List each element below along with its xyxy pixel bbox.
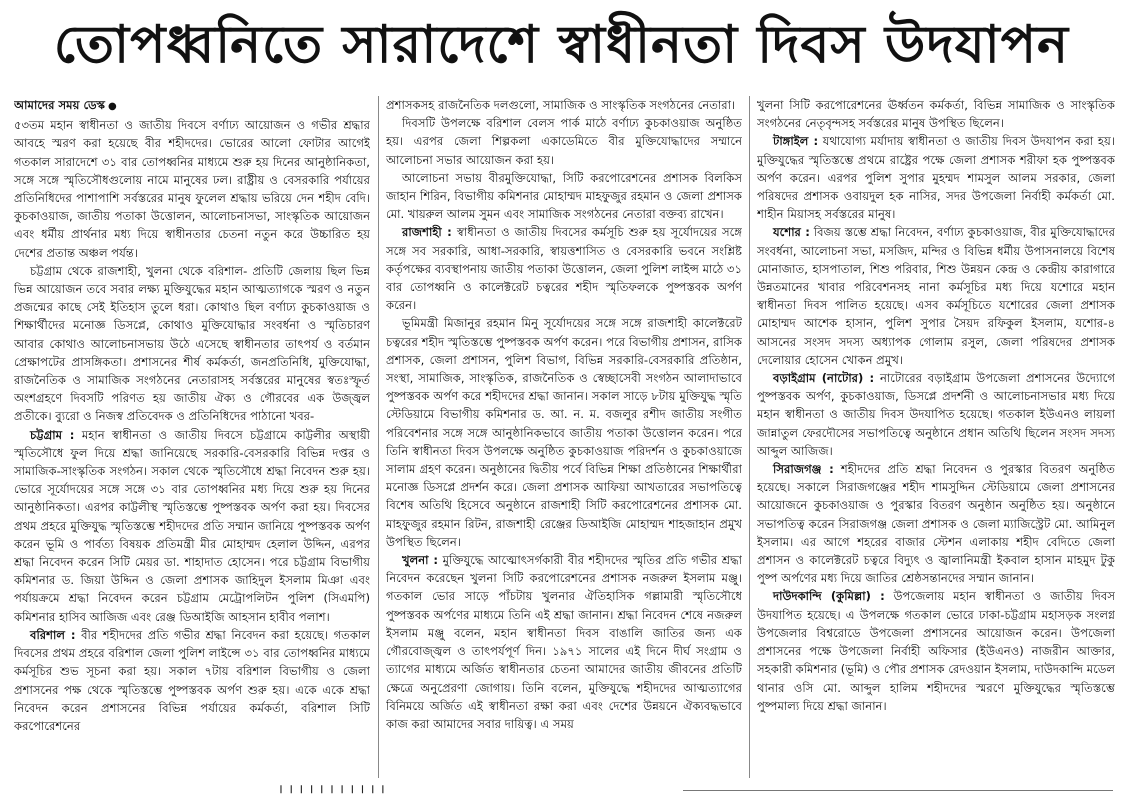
dateline: সিরাজগঞ্জ : (773, 462, 834, 477)
paragraph-body: যথাযোগ্য মর্যাদায় স্বাধীনতা ও জাতীয় দিবস উদযাপন করা হয়। মুক্তিযুদ্ধের স্মৃতিস্তম্ভে প্রথমে রাষ্ট্রের পক্ষে জেলা প্রশাসক শরীফা হক পুষ্পস্তবক অর্পণ করেন। এরপর পুলিশ সুপার মুহম্মদ শামসুল আলম সরকার, জেলা পরিষদের প্রশাসক ওবায়দুল হক নাসির, সদর উপজেলা নির্বাহী কর্মকর্তা মো. শাহীন মিয়াসহ সর্বস্তরের মানুষ। (757, 134, 1115, 222)
paragraph (14, 426, 370, 626)
paragraph (757, 132, 1115, 223)
paragraph (386, 223, 742, 314)
paragraph: ভূমিমন্ত্রী মিজানুর রহমান মিনু সূর্যোদয়ের সঙ্গে সঙ্গে রাজশাহী কালেক্টরেট চত্বরের শহীদ স্মৃতিস্তম্ভে পুষ্পস্তবক অর্পণ করেন। পরে বিভাগীয় প্রশাসন, রাসিক প্রশাসক, জেলা প্রশাসন, পুলিশ বিভাগ, বিভিন্ন সরকারি-বেসরকারি প্রতিষ্ঠান, সংস্থা, সামাজিক, সাংস্কৃতিক, রাজনৈতিক ও স্বেচ্ছাসেবী সংগঠন আলাদাভাবে পুষ্পস্তবক অর্পণ করে শহীদদের শ্রদ্ধা জানান। সকাল সাড়ে ৮টায় মুক্তিযুদ্ধ স্মৃতি স্টেডিয়ামে বিভাগীয় কমিশনার ড. আ. ন. ম. বজলুর রশীদ জাতীয় সংগীত পরিবেশনার সঙ্গে সঙ্গে আনুষ্ঠানিকভাবে জাতীয় পতাকা উত্তোলন করেন। পরে তিনি স্বাধীনতা দিবস উপলক্ষে অনুষ্ঠিত কুচকাওয়াজ পরিদর্শন ও কুচকাওয়াজে সালাম গ্রহণ করেন। অনুষ্ঠানের দ্বিতীয় পর্বে বিভিন্ন শিক্ষা প্রতিষ্ঠানের শিক্ষার্থীরা মনোজ্ঞ ডিসপ্লে প্রদর্শন করে। জেলা প্রশাসক আফিয়া আখতারের সভাপতিত্বে বিশেষ অতিথি হিসেবে অনুষ্ঠানে রাজশাহী সিটি করপোরেশনের প্রশাসক মো. মাহফুজুর রহমান রিটন, রাজশাহী রেঞ্জের ডিআইজি মোহাম্মদ শাহজাহান প্রমুখ উপস্থিত ছিলেন। (386, 316, 742, 549)
paragraph: ৫৩তম মহান স্বাধীনতা ও জাতীয় দিবসে বর্ণাঢ্য আয়োজন ও গভীর শ্রদ্ধার আবহে স্মরণ করা হয়েছে বীর শহীদদের। ভোরের আলো ফোটার আগেই গতকাল সারাদেশে ৩১ বার তোপধ্বনির মাধ্যমে শুরু হয় দিনের আনুষ্ঠানিকতা, সঙ্গে সঙ্গে স্মৃতিসৌধগুলোয় নামে মানুষের ঢল। রাষ্ট্রীয় ও বেসরকারি পর্যায়ের প্রতিনিধিদের পাশাপাশি সর্বস্তরের মানুষ ফুলেল শ্রদ্ধায় ভরিয়ে দেন শহীদ বেদি। কুচকাওয়াজ, জাতীয় পতাকা উত্তোলন, আলোচনাসভা, সাংস্কৃতিক আয়োজন এবং ধর্মীয় প্রার্থনার মধ্য দিয়ে স্বাধীনতার চেতনা নতুন করে উচ্চারিত হয় দেশের প্রতান্ত অঞ্চল পর্যন্ত। (14, 118, 370, 260)
paragraph (757, 223, 1115, 369)
paragraph (757, 587, 1115, 714)
paragraph-body: বিজয় স্তম্ভে শ্রদ্ধা নিবেদন, বর্ণাঢ্য কুচকাওয়াজ, বীর মুক্তিযোদ্ধাদের সংবর্ধনা, আলোচনা সভা, মসজিদ, মন্দির ও বিভিন্ন ধর্মীয় উপাসনালয়ে বিশেষ মোনাজাত, হাসপাতাল, শিশু পরিবার, শিশু উন্নয়ন কেন্দ্র ও কেন্দ্রীয় কারাগারে উন্নতমানের খাবার পরিবেশনসহ নানা কর্মসূচির মধ্য দিয়ে যশোরে মহান স্বাধীনতা দিবস পালিত হয়েছে। এসব কর্মসূচিতে যশোরের জেলা প্রশাসক মোহাম্মদ আশেক হাসান, পুলিশ সুপার সৈয়দ রফিকুল ইসলাম, যশোর-৪ আসনের সংসদ সদস্য অধ্যাপক গোলাম রসুল, জেলা পরিষদের প্রশাসক দেলোয়ার হোসেন খোকন প্রমুখ। (757, 225, 1115, 367)
paragraph: আলোচনা সভায় বীরমুক্তিযোদ্ধা, সিটি করপোরেশনের প্রশাসক বিলকিস জাহান শিরিন, বিভাগীয় কমিশনার মোহাম্মদ মাহফুজুর রহমান ও জেলা প্রশাসক মো. খায়রুল আলম সুমন এবং সামাজিক সংগঠনের নেতারা বক্তব্য রাখেন। (386, 170, 742, 222)
dateline: টাঙ্গাইল : (773, 134, 819, 149)
paragraph-body: মহান স্বাধীনতা ও জাতীয় দিবসে চট্টগ্রামে কাট্টলীর অস্থায়ী স্মৃতিসৌধে ফুল দিয়ে শ্রদ্ধা জানিয়েছে সরকারি-বেসরকারি বিভিন্ন দপ্তর ও সামাজিক-সাংস্কৃতিক সংগঠন। সকাল থেকে স্মৃতিসৌধে শ্রদ্ধা নিবেদন শুরু হয়। ভোরে সূর্যোদয়ের সঙ্গে সঙ্গে ৩১ বার তোপধ্বনির মধ্য দিয়ে শুরু হয় দিনের আনুষ্ঠানিকতা। এরপর কাট্টলীস্থ স্মৃতিস্তম্ভে পুষ্পস্তবক অর্পণ করা হয়। দিবসের প্রথম প্রহরে মুক্তিযুদ্ধ স্মৃতিস্তম্ভে শহীদদের প্রতি সম্মান জানিয়ে পুষ্পস্তবক অর্পণ করেন ভূমি ও পার্বত্য বিষয়ক প্রতিমন্ত্রী মীর মোহাম্মদ হেলাল উদ্দিন, এরপর শ্রদ্ধা নিবেদন করেন সিটি মেয়র ডা. শাহাদাত হোসেন। পরে চট্টগ্রাম বিভাগীয় কমিশনার ড. জিয়া উদ্দিন ও জেলা প্রশাসক জাহিদুল ইসলাম মিঞা এবং পর্যায়ক্রমে শ্রদ্ধা নিবেদন করেন চট্টগ্রাম মেট্রোপলিটন পুলিশ (সিএমপি) কমিশনার হাসিব আজিজ এবং রেঞ্জ ডিআইজি আহসান হাবীব পলাশ। (14, 427, 370, 624)
byline-text: আমাদের সময় ডেস্ক (14, 98, 106, 112)
dateline: বরিশাল : (30, 627, 76, 642)
paragraph-body: বীর শহীদদের প্রতি গভীর শ্রদ্ধা নিবেদন করা হয়েছে। গতকাল দিবসের প্রথম প্রহরে বরিশাল জেলা পুলিশ লাইন্সে ৩১ বার তোপধ্বনির মাধ্যমে কর্মসূচির শুভ সূচনা করা হয়। সকাল ৭টায় বরিশাল বিভাগীয় ও জেলা প্রশাসনের পক্ষ থেকে স্মৃতিস্তম্ভে পুষ্পস্তবক অর্পণ শুরু হয়। একে একে শ্রদ্ধা নিবেদন করেন প্রশাসনের বিভিন্ন পর্যায়ের কর্মকর্তা, বরিশাল সিটি করপোরেশনের (14, 627, 370, 733)
byline (14, 96, 370, 116)
column-divider (749, 96, 750, 778)
byline-bullet-icon: ● (108, 101, 117, 112)
dateline: যশোর : (773, 225, 810, 240)
dateline: চট্টগ্রাম : (30, 427, 75, 442)
article-column-2 (386, 96, 742, 778)
paragraph-body: মুক্তিযুদ্ধে আত্মোৎসর্গকারী বীর শহীদদের স্মৃতির প্রতি গভীর শ্রদ্ধা নিবেদন করেছেন খুলনা সিটি করপোরেশনের প্রশাসক নজরুল ইসলাম মঞ্জু। গতকাল ভোর সাড়ে পাঁচটায় খুলনার ঐতিহাসিক গল্লামারী স্মৃতিসৌধে পুষ্পস্তবক অর্পণের মাধ্যমে তিনি এই শ্রদ্ধা জানান। শ্রদ্ধা নিবেদন শেষে নজরুল ইসলাম মঞ্জু বলেন, মহান স্বাধীনতা দিবস বাঙালি জাতির জন্য এক গৌরবোজ্জ্বল ও তাৎপর্যপূর্ণ দিন। ১৯৭১ সালের এই দিনে দীর্ঘ সংগ্রাম ও ত্যাগের মাধ্যমে অর্জিত স্বাধীনতার চেতনা আমাদের জাতীয় জীবনের প্রতিটি ক্ষেত্রে অনুপ্রেরণা জোগায়। তিনি বলেন, মুক্তিযুদ্ধে শহীদদের আত্মত্যাগের বিনিময়ে অর্জিত এই স্বাধীনতা রক্ষা করা এবং দেশের উন্নয়নে ঐক্যবদ্ধভাবে কাজ করা আমাদের সবার দায়িত্ব। এ সময় (386, 553, 742, 731)
dateline: খুলনা : (402, 553, 439, 568)
paragraph-body: শহীদদের প্রতি শ্রদ্ধা নিবেদন ও পুরস্কার বিতরণ অনুষ্ঠিত হয়েছে। সকালে সিরাজগঞ্জের শহীদ শামসুদ্দিন স্টেডিয়ামে জেলা প্রশাসনের আয়োজনে কুচকাওয়াজ ও পুরস্কার বিতরণ অনুষ্ঠান অনুষ্ঠিত হয়। অনুষ্ঠানে সভাপতিত্ব করেন সিরাজগঞ্জ জেলা প্রশাসক ও জেলা ম্যাজিস্ট্রেট মো. আমিনুল ইসলাম। এর আগে শহরের বাজার স্টেশন এলাকায় শহীদ বেদিতে জেলা প্রশাসন ও কালেক্টরেট চত্বরে বিদ্যুৎ ও জ্বালানিমন্ত্রী ইকবাল হাসান মাহমুদ টুকু পুষ্প অর্পণের মধ্য দিয়ে জাতির শ্রেষ্ঠসন্তানদের সম্মান জানান। (757, 462, 1115, 586)
paragraph-body: নাটোরের বড়াইগ্রাম উপজেলা প্রশাসনের উদ্যোগে পুষ্পস্তবক অর্পণ, কুচকাওয়াজ, ডিসপ্লে প্রদর্শনী ও আলোচনাসভার মধ্য দিয়ে মহান স্বাধীনতা ও জাতীয় দিবস উদযাপিত হয়েছে। গতকাল ইউএনও লায়লা জান্নাতুল ফেরদৌসের সভাপতিত্বে অনুষ্ঠানে প্রধান অতিথি ছিলেন সংসদ সদস্য আব্দুল আজিজ। (757, 371, 1115, 458)
article-column-3 (757, 96, 1115, 778)
column-divider (378, 96, 379, 778)
paragraph: দিবসটি উপলক্ষে বরিশাল বেলস পার্ক মাঠে বর্ণাঢ্য কুচকাওয়াজ অনুষ্ঠিত হয়। এরপর জেলা শিল্পকলা একাডেমিতে বীর মুক্তিযোদ্ধাদের সম্মানে আলোচনা সভার আয়োজন করা হয়। (386, 116, 742, 167)
dateline: বড়াইগ্রাম (নাটোর) : (773, 371, 875, 386)
paragraph (757, 460, 1115, 587)
next-article-fragment: ৷ ৷ ৷ ৷ ৷ ৷ ৷ ৷ ৷ ৷ ৷ (280, 782, 386, 796)
paragraph-body: স্বাধীনতা ও জাতীয় দিবসের কর্মসূচি শুরু হয় সূর্যোদয়ের সঙ্গে সঙ্গে সব সরকারি, আধা-সরকারি, স্বায়ত্তশাসিত ও বেসরকারি ভবনে সংশ্লিষ্ট কর্তৃপক্ষের ব্যবস্থাপনায় জাতীয় পতাকা উত্তোলন, জেলা পুলিশ লাইন্স মাঠে ৩১ বার তোপধ্বনি ও কালেক্টরেট চত্বরের শহীদ স্মৃতিফলকে পুষ্পস্তবক অর্পণ করেন। (386, 225, 742, 313)
article-column-1 (14, 96, 370, 778)
headline: তোপধ্বনিতে সারাদেশে স্বাধীনতা দিবস উদযাপন (53, 15, 1070, 75)
paragraph (14, 626, 370, 735)
bottom-rule (683, 790, 1113, 791)
dateline: দাউদকান্দি (কুমিল্লা) : (773, 589, 885, 604)
dateline: রাজশাহী : (402, 225, 452, 240)
paragraph: চট্টগ্রাম থেকে রাজশাহী, খুলনা থেকে বরিশাল- প্রতিটি জেলায় ছিল ভিন্ন ভিন্ন আয়োজন তবে সবার লক্ষ্য মুক্তিযুদ্ধের মহান আত্মত্যাগকে স্মরণ ও নতুন প্রজন্মের কাছে সেই ইতিহাস তুলে ধরা। কোথাও ছিল বর্ণাঢ্য কুচকাওয়াজ ও শিক্ষার্থীদের মনোজ্ঞ ডিসপ্লে, কোথাও মুক্তিযোদ্ধার সংবর্ধনা ও স্মৃতিচারণ আবার কোথাও আলোচনাসভায় উঠে এসেছে স্বাধীনতার তাৎপর্য ও বর্তমান প্রেক্ষাপটের প্রাসঙ্গিকতা। প্রশাসনের শীর্ষ কর্মকর্তা, জনপ্রতিনিধি, মুক্তিযোদ্ধা, রাজনৈতিক ও সামাজিক সংগঠনের নেতারাসহ সর্বস্তরের মানুষের স্বতঃস্ফূর্ত অংশগ্রহণে দিবসটি পরিণত হয় জাতীয় ঐক্য ও গৌরবের এক উজ্জ্বল প্রতীকে। ব্যুরো ও নিজস্ব প্রতিবেদক ও প্রতিনিধিদের পাঠানো খবর- (14, 263, 370, 424)
paragraph: খুলনা সিটি করপোরেশনের ঊর্ধ্বতন কর্মকর্তা, বিভিন্ন সামাজিক ও সাংস্কৃতিক সংগঠনের নেতৃবৃন্দসহ সর্বস্তরের মানুষ উপস্থিত ছিলেন। (757, 98, 1115, 131)
paragraph: প্রশাসকসহ রাজনৈতিক দলগুলো, সামাজিক ও সাংস্কৃতিক সংগঠনের নেতারা। (386, 98, 736, 112)
paragraph (757, 369, 1115, 460)
paragraph-body: উপজেলায় মহান স্বাধীনতা ও জাতীয় দিবস উদযাপিত হয়েছে। এ উপলক্ষে গতকাল ভোরে ঢাকা-চট্টগ্রাম মহাসড়ক সংলগ্ন উপজেলার বিশ্বরোডে উপজেলা প্রশাসনের আয়োজন করেন। উপজেলা প্রশাসনের পক্ষে উপজেলা নির্বাহী অফিসার (ইউএনও) নাজরীন আক্তার, সহকারী কমিশনার (ভূমি) ও পৌর প্রশাসক রেদওয়ান ইসলাম, দাউদকান্দি মডেল থানার ওসি মো. আব্দুল হালিম শহীদদের স্মরণে মুক্তিযুদ্ধের স্মৃতিস্তম্ভে পুষ্পমাল্য দিয়ে শ্রদ্ধা জানান। (757, 589, 1115, 713)
paragraph (386, 551, 742, 733)
